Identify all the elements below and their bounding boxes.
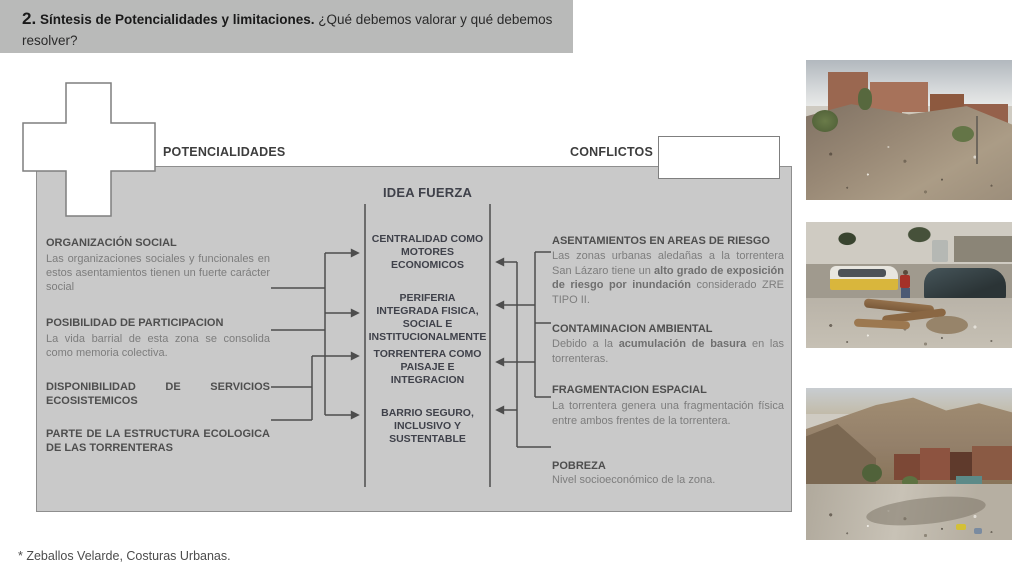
photo-taxi-car (830, 266, 898, 290)
conflicto-body-pre: Las zonas urbanas aledañas a la torrentera San Lázaro tiene un (552, 250, 784, 277)
potencialidades-header: POTENCIALIDADES (163, 145, 286, 159)
conflicto-body-pre: Debido a la (552, 338, 619, 350)
idea-fuerza-item: TORRENTERA COMO PAISAJE E INTEGRACION (373, 348, 482, 386)
photo-shrub (812, 110, 838, 132)
conflictos-header: CONFLICTOS (570, 145, 654, 159)
title-bold-text: Síntesis de Potencialidades y limitaciones. (36, 12, 315, 27)
conflicto-heading: CONTAMINACION AMBIENTAL (552, 323, 713, 335)
idea-fuerza-item: CENTRALIDAD COMO MOTORES ECONOMICOS (371, 233, 484, 271)
photo-roof (956, 476, 982, 484)
potencialidad-heading: DISPONIBILIDAD DE SERVICIOS ECOSISTEMICOS (46, 381, 270, 407)
photo-utility-pole (976, 116, 978, 164)
conflicto-heading: ASENTAMIENTOS EN AREAS DE RIESGO (552, 235, 770, 247)
title-number: 2. (22, 9, 37, 28)
idea-fuerza-item: PERIFERIA INTEGRADA FISICA, SOCIAL E INSTITUCIONALMENTE (368, 292, 487, 343)
photo-tree (862, 464, 882, 482)
idea-fuerza-header: IDEA FUERZA (382, 185, 473, 200)
conflicto-body-post: considerado ZRE TIPO II. (552, 279, 784, 306)
title-question-text: ¿Qué debemos valorar y qué debemos resolver? (22, 12, 553, 48)
footnote-citation: * Zeballos Velarde, Costuras Urbanas. (18, 549, 231, 563)
photo-debris (956, 524, 966, 530)
conflicto-body-bold: acumulación de basura (618, 338, 747, 350)
photo-torrent-debris (806, 222, 1012, 348)
photo-stone-wall (954, 236, 1012, 262)
potencialidad-heading: POSIBILIDAD DE PARTICIPACION (46, 317, 224, 329)
photo-debris (974, 528, 982, 534)
potencialidad-heading: PARTE DE LA ESTRUCTURA ECOLOGICA DE LAS TORRENTERAS (46, 428, 270, 454)
conflicto-body: Nivel socioeconómico de la zona. (552, 474, 716, 486)
potencialidad-body: La vida barrial de esta zona se consolida como memoria colectiva. (46, 333, 270, 359)
potencialidad-body: Las organizaciones sociales y funcionales en estos asentamientos tienen un fuerte carácter social (46, 253, 270, 293)
conflicto-heading: POBREZA (552, 460, 606, 472)
photo-covered-car (924, 268, 1006, 300)
conflicto-heading: FRAGMENTACION ESPACIAL (552, 384, 707, 396)
conflicto-body-bold: alto grado de exposición de riesgo por inundación (552, 264, 784, 291)
photo-riverbed-valley (806, 388, 1012, 540)
conflicto-body (552, 249, 784, 307)
conflicto-body (552, 337, 784, 366)
photo-building (920, 448, 950, 480)
photo-rubble-mound (926, 316, 968, 334)
legend-box (658, 136, 780, 179)
photo-hillside-settlement (806, 60, 1012, 200)
conflicto-body-post: en las torrenteras. (552, 338, 784, 365)
idea-fuerza-item: BARRIO SEGURO, INCLUSIVO Y SUSTENTABLE (381, 407, 474, 445)
photo-car-window (838, 269, 886, 277)
photo-person-jacket (900, 275, 910, 288)
conflicto-body: La torrentera genera una fragmentación física entre ambos frentes de la torrentera. (552, 400, 784, 427)
photo-water-tank (932, 240, 948, 262)
photo-shrub (952, 126, 974, 142)
slide-title-bar (0, 0, 573, 53)
potencialidad-heading: ORGANIZACIÓN SOCIAL (46, 237, 177, 249)
photo-shrub (858, 88, 872, 110)
photo-building (972, 446, 1012, 480)
